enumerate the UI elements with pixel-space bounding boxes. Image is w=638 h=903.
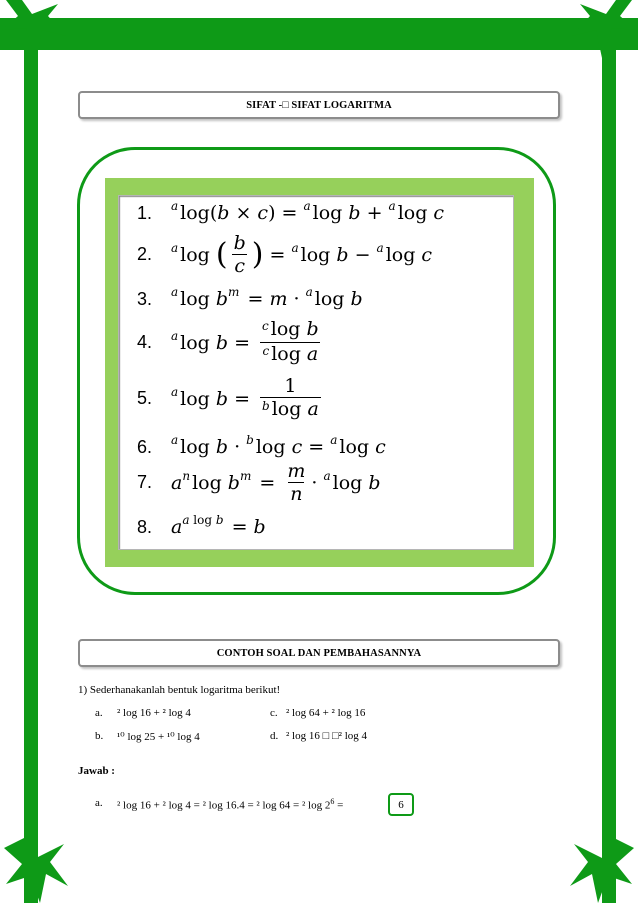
problem-item-label: b. <box>95 730 104 742</box>
ribbon-icon-top-right <box>568 0 638 70</box>
section-header-examples <box>78 639 560 667</box>
problem-item-label: d. <box>270 730 279 742</box>
section-title: SIFAT -□ SIFAT LOGARITMA <box>246 99 392 111</box>
ribbon-icon-bottom-left <box>0 838 70 903</box>
problem-item-label: a. <box>95 707 103 719</box>
page-frame-top <box>0 18 638 50</box>
problem-item-label: c. <box>270 707 278 719</box>
answer-heading: Jawab : <box>78 765 115 777</box>
problem-prompt: 1) Sederhanakanlah bentuk logaritma berikut! <box>78 684 281 696</box>
formula-5: 5. a log b = $\frac{1}{^b \log a}$ <box>137 375 319 420</box>
answer-result: 6 <box>398 798 404 811</box>
answer-label: a. <box>95 797 103 809</box>
formula-8: 8. a a log b = b <box>137 513 266 538</box>
problem-item-text: ² log 64 + ² log 16 <box>286 707 366 719</box>
problem-item-text: ¹⁰ log 25 + ¹⁰ log 4 <box>117 731 200 743</box>
ribbon-icon-bottom-right <box>568 838 638 903</box>
formula-7: 7. a n log b m = $\frac{m}{n}$ · a log b <box>137 460 381 505</box>
formula-2: 2. a log ( $\frac{b}{c}$ ) = a log b − a log c <box>137 232 433 277</box>
formula-3: 3. a log b m = m · a log b <box>137 285 363 310</box>
problem-item-text: ² log 16 + ² log 4 <box>117 707 191 719</box>
formula-4: 4. a log b = $\frac{^c \log b}{^c \log a}$ <box>137 318 319 365</box>
answer-work: ² log 16 + ² log 4 = ² log 16.4 = ² log 64 = ² $\log 2^6$ = <box>117 797 344 812</box>
problem-item-text: ² log 16 □ □² log 4 <box>286 730 367 742</box>
formula-6: 6. a log b · b log c = a log c <box>137 433 386 458</box>
page-frame-right <box>602 18 616 903</box>
section-title: CONTOH SOAL DAN PEMBAHASANNYA <box>216 647 422 659</box>
section-header-properties <box>78 91 560 119</box>
formula-1: 1. a log( b × c ) = a log b + a log c <box>137 199 445 224</box>
page-frame-left <box>24 18 38 903</box>
answer-result-box <box>388 793 414 816</box>
ribbon-icon-top-left <box>0 0 70 70</box>
